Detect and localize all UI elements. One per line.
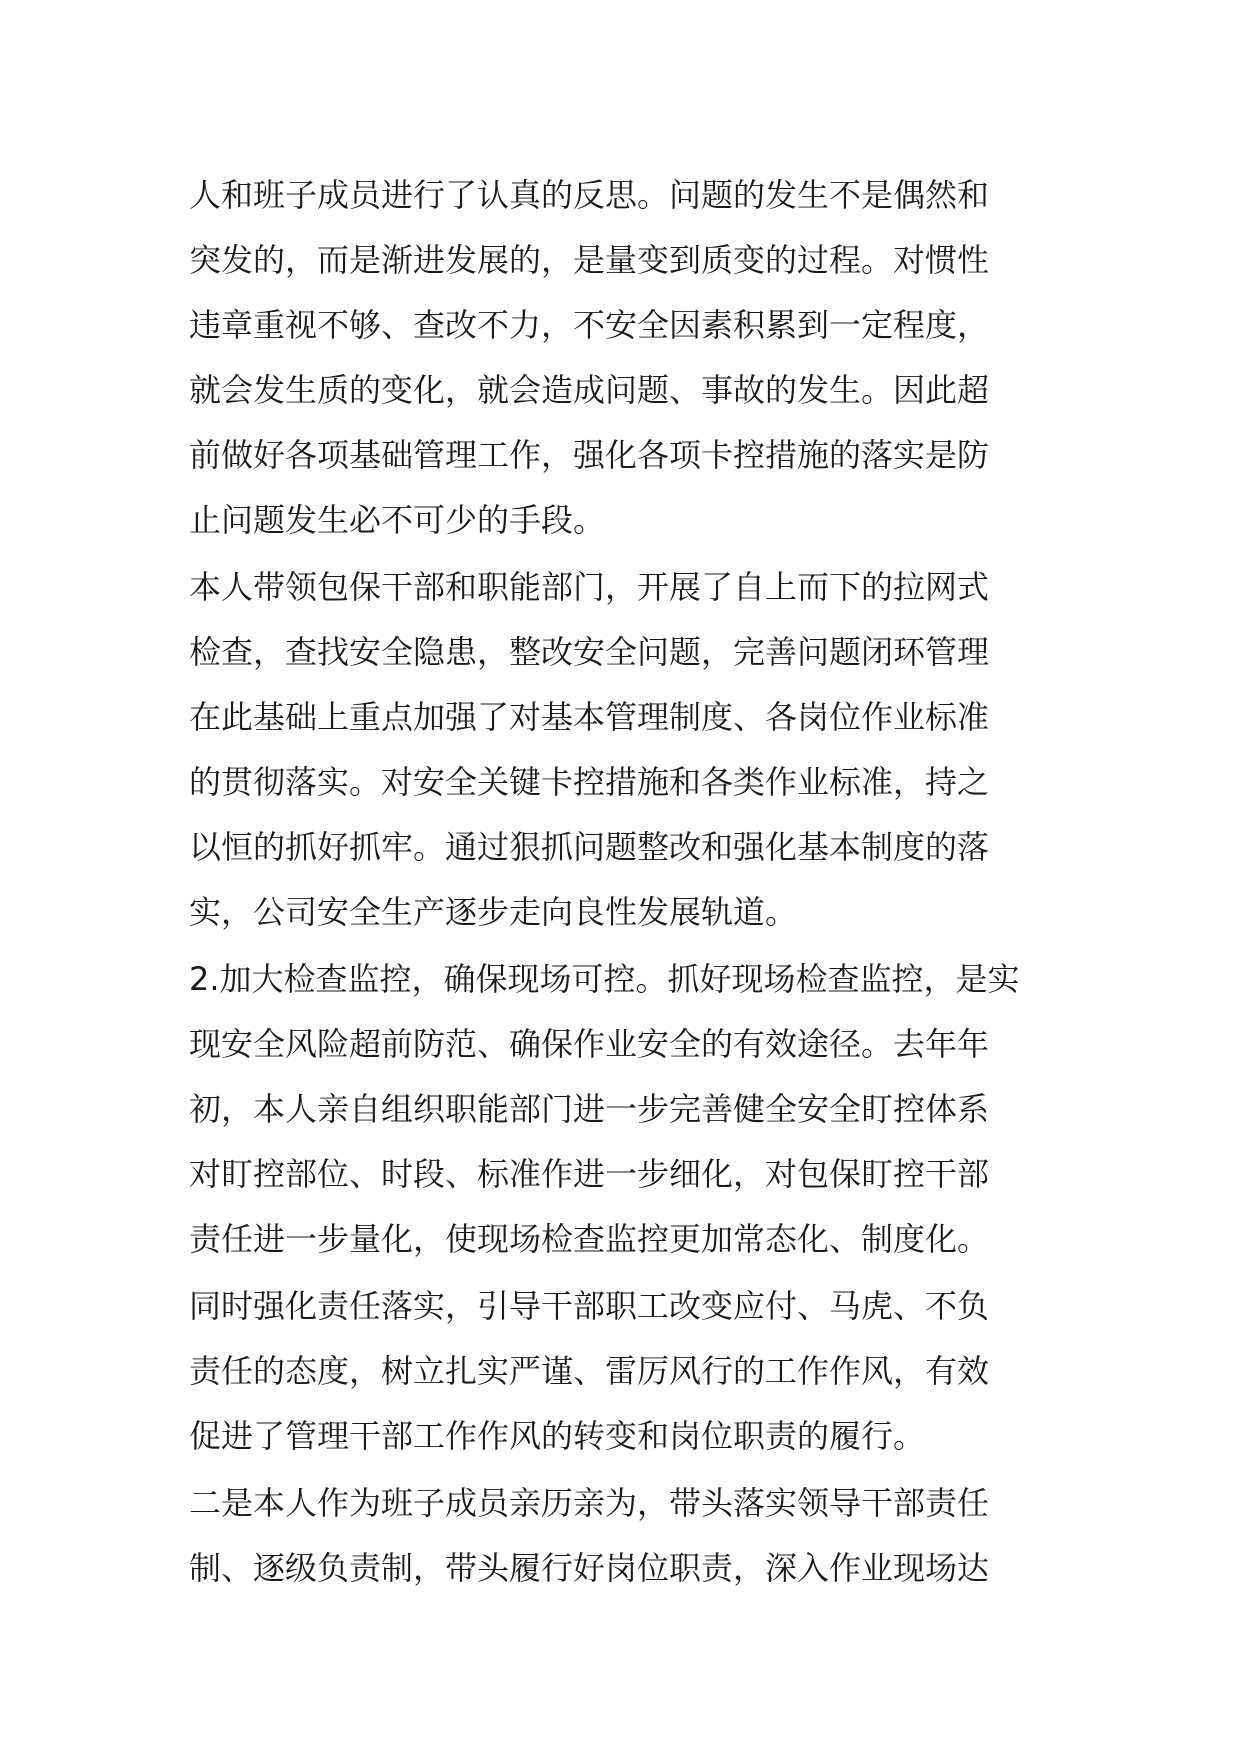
text-line: 促进了管理干部工作作风的转变和岗位职责的履行。 bbox=[189, 1417, 926, 1455]
document-body bbox=[189, 163, 1069, 1603]
text-line: 以恒的抓好抓牢。通过狠抓问题整改和强化基本制度的落 bbox=[189, 828, 990, 866]
text-line: 实，公司安全生产逐步走向良性发展轨道。 bbox=[189, 893, 798, 931]
text-line: 同时强化责任落实，引导干部职工改变应付、马虎、不负 bbox=[189, 1287, 990, 1325]
paragraph-leadership bbox=[189, 1471, 1069, 1601]
text-line: 二是本人作为班子成员亲历亲为，带头落实领导干部责任 bbox=[189, 1484, 990, 1522]
text-line: 人和班子成员进行了认真的反思。问题的发生不是偶然和 bbox=[189, 176, 990, 214]
text-line: 的贯彻落实。对安全关键卡控措施和各类作业标准，持之 bbox=[189, 763, 990, 801]
text-line: 初，本人亲自组织职能部门进一步完善健全安全盯控体系 bbox=[189, 1090, 990, 1128]
text-line: 制、逐级负责制，带头履行好岗位职责，深入作业现场达 bbox=[189, 1549, 990, 1587]
text-line: 责任的态度，树立扎实严谨、雷厉风行的工作作风，有效 bbox=[189, 1352, 990, 1390]
text-line: 责任进一步量化，使现场检查监控更加常态化、制度化。 bbox=[189, 1220, 990, 1258]
text-line: 前做好各项基础管理工作，强化各项卡控措施的落实是防 bbox=[189, 436, 990, 474]
text-line: 突发的，而是渐进发展的，是量变到质变的过程。对惯性 bbox=[189, 241, 990, 279]
text-line: 本人带领包保干部和职能部门，开展了自上而下的拉网式 bbox=[189, 568, 990, 606]
text-line: 就会发生质的变化，就会造成问题、事故的发生。因此超 bbox=[189, 371, 990, 409]
text-line: 止问题发生必不可少的手段。 bbox=[189, 501, 606, 539]
paragraph-responsibility bbox=[189, 1274, 1069, 1469]
text-line: 2.加大检查监控，确保现场可控。抓好现场检查监控，是实 bbox=[189, 960, 1020, 998]
text-line: 现安全风险超前防范、确保作业安全的有效途径。去年年 bbox=[189, 1025, 990, 1063]
paragraph-inspection bbox=[189, 555, 1069, 945]
text-line: 在此基础上重点加强了对基本管理制度、各岗位作业标准 bbox=[189, 698, 990, 736]
text-line: 对盯控部位、时段、标准作进一步细化，对包保盯控干部 bbox=[189, 1155, 990, 1193]
text-line: 违章重视不够、查改不力，不安全因素积累到一定程度， bbox=[189, 306, 990, 344]
paragraph-reflection bbox=[189, 163, 1069, 553]
text-line: 检查，查找安全隐患，整改安全问题，完善问题闭环管理 bbox=[189, 633, 990, 671]
paragraph-monitoring bbox=[189, 947, 1069, 1272]
